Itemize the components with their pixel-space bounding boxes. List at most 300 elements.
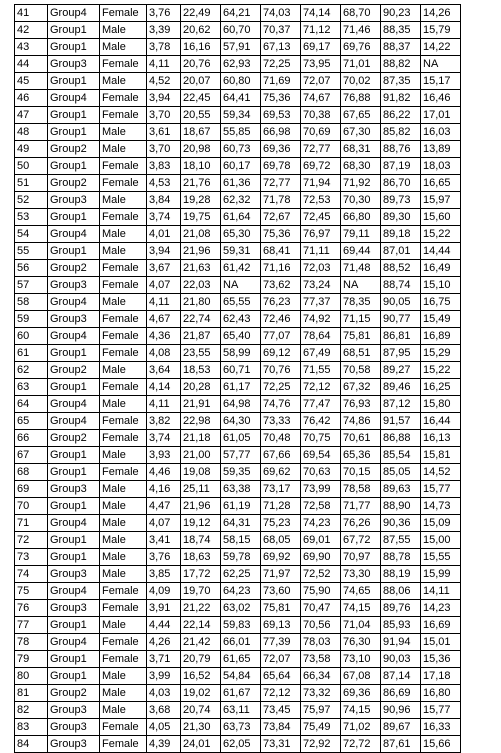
value-cell: 89,46 bbox=[381, 379, 421, 396]
value-cell: 70,97 bbox=[341, 549, 381, 566]
value-cell: 15,66 bbox=[421, 736, 461, 753]
row-id-cell: 58 bbox=[15, 294, 48, 311]
value-cell: 73,45 bbox=[261, 702, 301, 719]
value-cell: 3,84 bbox=[147, 192, 181, 209]
group-cell: Group1 bbox=[48, 209, 100, 226]
value-cell: 69,44 bbox=[341, 243, 381, 260]
table-row bbox=[15, 430, 461, 447]
value-cell: 69,53 bbox=[261, 107, 301, 124]
value-cell: 76,26 bbox=[341, 515, 381, 532]
value-cell: 15,22 bbox=[421, 362, 461, 379]
value-cell: 67,72 bbox=[341, 532, 381, 549]
row-id-cell: 46 bbox=[15, 90, 48, 107]
value-cell: 21,91 bbox=[181, 396, 221, 413]
value-cell: 70,61 bbox=[341, 430, 381, 447]
value-cell: 62,93 bbox=[221, 56, 261, 73]
value-cell: 63,73 bbox=[221, 719, 261, 736]
row-id-cell: 72 bbox=[15, 532, 48, 549]
sex-cell: Male bbox=[100, 481, 147, 498]
value-cell: 15,09 bbox=[421, 515, 461, 532]
value-cell: 3,70 bbox=[147, 141, 181, 158]
value-cell: 3,76 bbox=[147, 549, 181, 566]
table-row bbox=[15, 532, 461, 549]
value-cell: 3,76 bbox=[147, 5, 181, 22]
sex-cell: Female bbox=[100, 5, 147, 22]
value-cell: 87,19 bbox=[381, 158, 421, 175]
value-cell: 73,60 bbox=[261, 583, 301, 600]
value-cell: 61,65 bbox=[221, 651, 261, 668]
value-cell: 69,12 bbox=[261, 345, 301, 362]
value-cell: 79,11 bbox=[341, 226, 381, 243]
value-cell: 14,23 bbox=[421, 600, 461, 617]
value-cell: 69,90 bbox=[301, 549, 341, 566]
sex-cell: Male bbox=[100, 396, 147, 413]
value-cell: 73,58 bbox=[301, 651, 341, 668]
group-cell: Group3 bbox=[48, 702, 100, 719]
value-cell: 72,58 bbox=[301, 498, 341, 515]
row-id-cell: 69 bbox=[15, 481, 48, 498]
value-cell: 77,47 bbox=[301, 396, 341, 413]
value-cell: 72,25 bbox=[261, 56, 301, 73]
value-cell: 86,70 bbox=[381, 175, 421, 192]
table-row bbox=[15, 413, 461, 430]
value-cell: 59,31 bbox=[221, 243, 261, 260]
value-cell: 74,76 bbox=[261, 396, 301, 413]
value-cell: 59,35 bbox=[221, 464, 261, 481]
row-id-cell: 49 bbox=[15, 141, 48, 158]
table-row bbox=[15, 73, 461, 90]
group-cell: Group1 bbox=[48, 22, 100, 39]
value-cell: 15,00 bbox=[421, 532, 461, 549]
value-cell: 21,96 bbox=[181, 243, 221, 260]
value-cell: 75,97 bbox=[301, 702, 341, 719]
value-cell: 69,62 bbox=[261, 464, 301, 481]
sex-cell: Female bbox=[100, 328, 147, 345]
value-cell: 21,18 bbox=[181, 430, 221, 447]
value-cell: 15,60 bbox=[421, 209, 461, 226]
row-id-cell: 64 bbox=[15, 396, 48, 413]
sex-cell: Female bbox=[100, 413, 147, 430]
value-cell: 24,01 bbox=[181, 736, 221, 753]
value-cell: 66,01 bbox=[221, 634, 261, 651]
value-cell: 76,97 bbox=[301, 226, 341, 243]
value-cell: 59,83 bbox=[221, 617, 261, 634]
value-cell: 4,11 bbox=[147, 56, 181, 73]
row-id-cell: 84 bbox=[15, 736, 48, 753]
value-cell: 61,67 bbox=[221, 685, 261, 702]
sex-cell: Female bbox=[100, 209, 147, 226]
value-cell: 87,12 bbox=[381, 396, 421, 413]
value-cell: 4,26 bbox=[147, 634, 181, 651]
value-cell: 61,17 bbox=[221, 379, 261, 396]
row-id-cell: 47 bbox=[15, 107, 48, 124]
value-cell: 71,16 bbox=[261, 260, 301, 277]
value-cell: 67,30 bbox=[341, 124, 381, 141]
value-cell: 88,82 bbox=[381, 56, 421, 73]
value-cell: 69,92 bbox=[261, 549, 301, 566]
value-cell: 14,73 bbox=[421, 498, 461, 515]
value-cell: 74,03 bbox=[261, 5, 301, 22]
group-cell: Group1 bbox=[48, 243, 100, 260]
value-cell: 18,10 bbox=[181, 158, 221, 175]
value-cell: 76,88 bbox=[341, 90, 381, 107]
value-cell: 68,05 bbox=[261, 532, 301, 549]
value-cell: 88,52 bbox=[381, 260, 421, 277]
table-row bbox=[15, 107, 461, 124]
value-cell: 68,70 bbox=[341, 5, 381, 22]
row-id-cell: 51 bbox=[15, 175, 48, 192]
value-cell: 77,07 bbox=[261, 328, 301, 345]
value-cell: 3,85 bbox=[147, 566, 181, 583]
value-cell: 78,58 bbox=[341, 481, 381, 498]
value-cell: 76,23 bbox=[261, 294, 301, 311]
sex-cell: Female bbox=[100, 430, 147, 447]
group-cell: Group2 bbox=[48, 141, 100, 158]
value-cell: 18,53 bbox=[181, 362, 221, 379]
value-cell: 73,33 bbox=[261, 413, 301, 430]
value-cell: 69,17 bbox=[301, 39, 341, 56]
group-cell: Group1 bbox=[48, 345, 100, 362]
value-cell: 16,65 bbox=[421, 175, 461, 192]
value-cell: 16,33 bbox=[421, 719, 461, 736]
value-cell: 70,48 bbox=[261, 430, 301, 447]
sex-cell: Male bbox=[100, 73, 147, 90]
value-cell: 70,02 bbox=[341, 73, 381, 90]
table-row bbox=[15, 600, 461, 617]
value-cell: 78,35 bbox=[341, 294, 381, 311]
value-cell: 60,17 bbox=[221, 158, 261, 175]
value-cell: 72,52 bbox=[301, 566, 341, 583]
value-cell: NA bbox=[421, 56, 461, 73]
value-cell: 71,69 bbox=[261, 73, 301, 90]
table-row bbox=[15, 192, 461, 209]
value-cell: 21,63 bbox=[181, 260, 221, 277]
value-cell: 89,76 bbox=[381, 600, 421, 617]
row-id-cell: 83 bbox=[15, 719, 48, 736]
row-id-cell: 82 bbox=[15, 702, 48, 719]
value-cell: 4,46 bbox=[147, 464, 181, 481]
value-cell: 21,42 bbox=[181, 634, 221, 651]
value-cell: 71,78 bbox=[261, 192, 301, 209]
sex-cell: Male bbox=[100, 532, 147, 549]
value-cell: 73,84 bbox=[261, 719, 301, 736]
row-id-cell: 80 bbox=[15, 668, 48, 685]
table-row bbox=[15, 719, 461, 736]
value-cell: 3,74 bbox=[147, 430, 181, 447]
value-cell: 75,36 bbox=[261, 90, 301, 107]
value-cell: 76,30 bbox=[341, 634, 381, 651]
value-cell: 72,67 bbox=[261, 209, 301, 226]
value-cell: 3,93 bbox=[147, 447, 181, 464]
value-cell: 75,81 bbox=[261, 600, 301, 617]
table-row bbox=[15, 447, 461, 464]
value-cell: 15,01 bbox=[421, 634, 461, 651]
value-cell: 16,03 bbox=[421, 124, 461, 141]
data-table bbox=[14, 4, 461, 753]
value-cell: 14,11 bbox=[421, 583, 461, 600]
value-cell: 16,46 bbox=[421, 90, 461, 107]
value-cell: 70,58 bbox=[341, 362, 381, 379]
value-cell: 18,63 bbox=[181, 549, 221, 566]
sex-cell: Male bbox=[100, 566, 147, 583]
sex-cell: Female bbox=[100, 634, 147, 651]
value-cell: 4,07 bbox=[147, 277, 181, 294]
value-cell: 20,07 bbox=[181, 73, 221, 90]
row-id-cell: 78 bbox=[15, 634, 48, 651]
row-id-cell: 59 bbox=[15, 311, 48, 328]
value-cell: 87,01 bbox=[381, 243, 421, 260]
value-cell: 17,18 bbox=[421, 668, 461, 685]
value-cell: 21,87 bbox=[181, 328, 221, 345]
value-cell: 58,99 bbox=[221, 345, 261, 362]
group-cell: Group4 bbox=[48, 90, 100, 107]
value-cell: 69,01 bbox=[301, 532, 341, 549]
value-cell: 19,28 bbox=[181, 192, 221, 209]
value-cell: 71,04 bbox=[341, 617, 381, 634]
value-cell: 22,74 bbox=[181, 311, 221, 328]
value-cell: 78,64 bbox=[301, 328, 341, 345]
table-row bbox=[15, 379, 461, 396]
value-cell: 85,93 bbox=[381, 617, 421, 634]
row-id-cell: 56 bbox=[15, 260, 48, 277]
table-row bbox=[15, 396, 461, 413]
group-cell: Group1 bbox=[48, 73, 100, 90]
table-row bbox=[15, 583, 461, 600]
value-cell: 91,94 bbox=[381, 634, 421, 651]
group-cell: Group4 bbox=[48, 226, 100, 243]
value-cell: 67,66 bbox=[261, 447, 301, 464]
value-cell: 15,29 bbox=[421, 345, 461, 362]
value-cell: 16,13 bbox=[421, 430, 461, 447]
value-cell: 15,77 bbox=[421, 481, 461, 498]
value-cell: 72,46 bbox=[261, 311, 301, 328]
value-cell: 91,82 bbox=[381, 90, 421, 107]
value-cell: 89,18 bbox=[381, 226, 421, 243]
sex-cell: Female bbox=[100, 107, 147, 124]
value-cell: 19,75 bbox=[181, 209, 221, 226]
value-cell: 90,36 bbox=[381, 515, 421, 532]
value-cell: 70,76 bbox=[261, 362, 301, 379]
sex-cell: Female bbox=[100, 158, 147, 175]
table-row bbox=[15, 22, 461, 39]
sex-cell: Male bbox=[100, 192, 147, 209]
row-id-cell: 66 bbox=[15, 430, 48, 447]
table-row bbox=[15, 481, 461, 498]
value-cell: 64,31 bbox=[221, 515, 261, 532]
value-cell: 68,31 bbox=[341, 141, 381, 158]
value-cell: 21,30 bbox=[181, 719, 221, 736]
value-cell: 72,72 bbox=[341, 736, 381, 753]
value-cell: 61,19 bbox=[221, 498, 261, 515]
value-cell: 65,40 bbox=[221, 328, 261, 345]
table-row bbox=[15, 736, 461, 753]
value-cell: 72,07 bbox=[261, 651, 301, 668]
value-cell: 85,82 bbox=[381, 124, 421, 141]
table-row bbox=[15, 566, 461, 583]
value-cell: 73,95 bbox=[301, 56, 341, 73]
value-cell: 88,35 bbox=[381, 22, 421, 39]
sex-cell: Female bbox=[100, 345, 147, 362]
value-cell: 15,77 bbox=[421, 702, 461, 719]
value-cell: 74,14 bbox=[301, 5, 341, 22]
sex-cell: Male bbox=[100, 447, 147, 464]
value-cell: 60,70 bbox=[221, 22, 261, 39]
value-cell: 68,30 bbox=[341, 158, 381, 175]
value-cell: 69,13 bbox=[261, 617, 301, 634]
value-cell: 21,96 bbox=[181, 498, 221, 515]
value-cell: 70,56 bbox=[301, 617, 341, 634]
value-cell: 4,11 bbox=[147, 294, 181, 311]
row-id-cell: 54 bbox=[15, 226, 48, 243]
value-cell: 22,03 bbox=[181, 277, 221, 294]
value-cell: 3,70 bbox=[147, 107, 181, 124]
table-row bbox=[15, 5, 461, 22]
sex-cell: Female bbox=[100, 260, 147, 277]
value-cell: 70,15 bbox=[341, 464, 381, 481]
value-cell: 25,11 bbox=[181, 481, 221, 498]
value-cell: 75,90 bbox=[301, 583, 341, 600]
value-cell: 3,41 bbox=[147, 532, 181, 549]
row-id-cell: 52 bbox=[15, 192, 48, 209]
group-cell: Group1 bbox=[48, 651, 100, 668]
group-cell: Group2 bbox=[48, 430, 100, 447]
value-cell: 58,15 bbox=[221, 532, 261, 549]
value-cell: 18,67 bbox=[181, 124, 221, 141]
value-cell: 59,34 bbox=[221, 107, 261, 124]
row-id-cell: 70 bbox=[15, 498, 48, 515]
row-id-cell: 50 bbox=[15, 158, 48, 175]
row-id-cell: 76 bbox=[15, 600, 48, 617]
value-cell: 71,94 bbox=[301, 175, 341, 192]
group-cell: Group1 bbox=[48, 498, 100, 515]
value-cell: 20,55 bbox=[181, 107, 221, 124]
sex-cell: Female bbox=[100, 379, 147, 396]
value-cell: 87,35 bbox=[381, 73, 421, 90]
value-cell: 90,96 bbox=[381, 702, 421, 719]
group-cell: Group3 bbox=[48, 192, 100, 209]
value-cell: 20,74 bbox=[181, 702, 221, 719]
sex-cell: Female bbox=[100, 277, 147, 294]
group-cell: Group3 bbox=[48, 481, 100, 498]
value-cell: 69,36 bbox=[341, 685, 381, 702]
value-cell: 71,46 bbox=[341, 22, 381, 39]
group-cell: Group1 bbox=[48, 447, 100, 464]
value-cell: 71,02 bbox=[341, 719, 381, 736]
row-id-cell: 68 bbox=[15, 464, 48, 481]
sex-cell: Male bbox=[100, 226, 147, 243]
value-cell: 21,76 bbox=[181, 175, 221, 192]
value-cell: 71,01 bbox=[341, 56, 381, 73]
value-cell: 69,36 bbox=[261, 141, 301, 158]
value-cell: 62,05 bbox=[221, 736, 261, 753]
value-cell: 75,49 bbox=[301, 719, 341, 736]
value-cell: 15,99 bbox=[421, 566, 461, 583]
value-cell: 3,71 bbox=[147, 651, 181, 668]
value-cell: 70,37 bbox=[261, 22, 301, 39]
row-id-cell: 44 bbox=[15, 56, 48, 73]
row-id-cell: 61 bbox=[15, 345, 48, 362]
value-cell: 16,44 bbox=[421, 413, 461, 430]
value-cell: 16,52 bbox=[181, 668, 221, 685]
value-cell: 87,61 bbox=[381, 736, 421, 753]
value-cell: 15,79 bbox=[421, 22, 461, 39]
value-cell: 64,21 bbox=[221, 5, 261, 22]
sex-cell: Male bbox=[100, 141, 147, 158]
value-cell: 22,98 bbox=[181, 413, 221, 430]
value-cell: 15,81 bbox=[421, 447, 461, 464]
value-cell: 71,97 bbox=[261, 566, 301, 583]
value-cell: 69,76 bbox=[341, 39, 381, 56]
row-id-cell: 71 bbox=[15, 515, 48, 532]
group-cell: Group2 bbox=[48, 260, 100, 277]
value-cell: 61,36 bbox=[221, 175, 261, 192]
value-cell: 73,62 bbox=[261, 277, 301, 294]
value-cell: 15,49 bbox=[421, 311, 461, 328]
value-cell: 75,23 bbox=[261, 515, 301, 532]
table-row bbox=[15, 549, 461, 566]
sex-cell: Male bbox=[100, 39, 147, 56]
value-cell: 15,36 bbox=[421, 651, 461, 668]
group-cell: Group3 bbox=[48, 600, 100, 617]
group-cell: Group3 bbox=[48, 736, 100, 753]
value-cell: 76,42 bbox=[301, 413, 341, 430]
group-cell: Group2 bbox=[48, 175, 100, 192]
value-cell: 73,24 bbox=[301, 277, 341, 294]
value-cell: 70,75 bbox=[301, 430, 341, 447]
value-cell: 72,12 bbox=[261, 685, 301, 702]
group-cell: Group2 bbox=[48, 685, 100, 702]
group-cell: Group4 bbox=[48, 515, 100, 532]
group-cell: Group4 bbox=[48, 328, 100, 345]
value-cell: 74,65 bbox=[341, 583, 381, 600]
sex-cell: Female bbox=[100, 56, 147, 73]
table-row bbox=[15, 362, 461, 379]
value-cell: 60,73 bbox=[221, 141, 261, 158]
table-row bbox=[15, 702, 461, 719]
row-id-cell: 63 bbox=[15, 379, 48, 396]
value-cell: 86,69 bbox=[381, 685, 421, 702]
value-cell: 89,67 bbox=[381, 719, 421, 736]
group-cell: Group1 bbox=[48, 464, 100, 481]
group-cell: Group1 bbox=[48, 107, 100, 124]
value-cell: 65,36 bbox=[341, 447, 381, 464]
value-cell: 64,41 bbox=[221, 90, 261, 107]
value-cell: 21,00 bbox=[181, 447, 221, 464]
row-id-cell: 57 bbox=[15, 277, 48, 294]
sex-cell: Female bbox=[100, 719, 147, 736]
value-cell: 62,25 bbox=[221, 566, 261, 583]
value-cell: 85,05 bbox=[381, 464, 421, 481]
value-cell: 73,31 bbox=[261, 736, 301, 753]
value-cell: 85,54 bbox=[381, 447, 421, 464]
sex-cell: Male bbox=[100, 668, 147, 685]
value-cell: 77,39 bbox=[261, 634, 301, 651]
value-cell: 68,41 bbox=[261, 243, 301, 260]
value-cell: 66,80 bbox=[341, 209, 381, 226]
value-cell: 71,92 bbox=[341, 175, 381, 192]
value-cell: 70,38 bbox=[301, 107, 341, 124]
value-cell: 61,42 bbox=[221, 260, 261, 277]
value-cell: 22,45 bbox=[181, 90, 221, 107]
value-cell: 13,89 bbox=[421, 141, 461, 158]
value-cell: NA bbox=[221, 277, 261, 294]
value-cell: 19,08 bbox=[181, 464, 221, 481]
sex-cell: Female bbox=[100, 311, 147, 328]
group-cell: Group4 bbox=[48, 294, 100, 311]
value-cell: 67,65 bbox=[341, 107, 381, 124]
value-cell: 20,98 bbox=[181, 141, 221, 158]
row-id-cell: 55 bbox=[15, 243, 48, 260]
